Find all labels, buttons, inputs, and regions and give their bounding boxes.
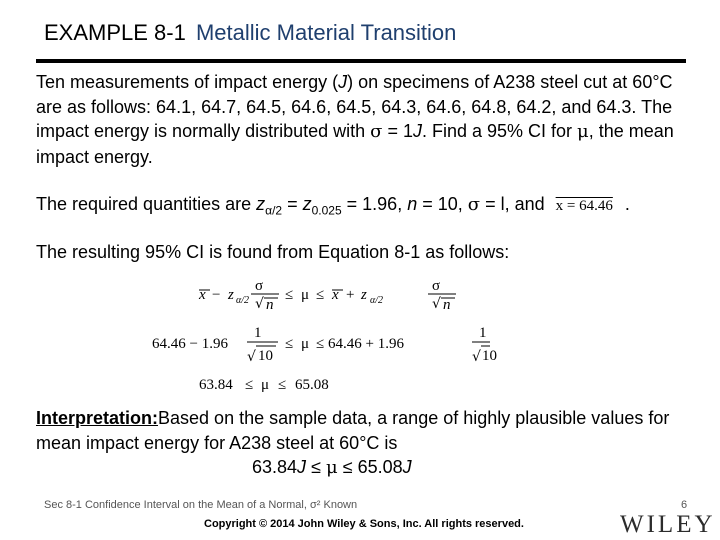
wiley-logo: WILEY xyxy=(620,511,716,538)
sqrt-sign: √ xyxy=(255,296,264,312)
svg-text:n: n xyxy=(443,297,451,313)
svg-text:μ: μ xyxy=(301,336,310,352)
svg-text:≤: ≤ xyxy=(278,377,287,393)
footer-copyright: Copyright © 2014 John Wiley & Sons, Inc. All rights reserved. xyxy=(204,518,524,530)
example-subtitle: Metallic Material Transition xyxy=(195,20,457,45)
slide-title xyxy=(44,20,456,46)
required-quantities: The required quantities are $z_{\alpha/2} = z_{0.025} = 1.96$, n = 10, σ = l, and x = 64.46 . xyxy=(36,194,630,218)
ci-result: 63.84J ≤ μ ≤ 65.08J xyxy=(252,457,412,478)
ci-equations xyxy=(150,278,497,394)
svg-text:√: √ xyxy=(247,349,256,365)
svg-text:1: 1 xyxy=(479,325,487,341)
svg-text:10: 10 xyxy=(258,348,273,364)
svg-text:64.46 − 1.96: 64.46 − 1.96 xyxy=(152,336,228,352)
svg-text:σ: σ xyxy=(255,278,264,294)
resulting-ci-intro: The resulting 95% CI is found from Equation 8-1 as follows: xyxy=(36,242,510,262)
problem-statement: Ten measurements of impact energy (J) on specimens of A238 steel cut at 60°C are as follows: 64.1, 64.7, 64.5, 64.6, 64.5, 64.3, 64.6, 64.8, 64.2, and 64.3. The impact energy is normally distributed with σ = 1J. Find a 95% CI for μ, the mean impact energy. xyxy=(36,72,674,167)
svg-text:10: 10 xyxy=(482,348,497,364)
svg-text:z: z xyxy=(361,287,367,303)
title-divider xyxy=(36,59,686,63)
svg-text:≤: ≤ xyxy=(245,377,254,393)
svg-text:z: z xyxy=(228,287,234,303)
svg-text:μ: μ xyxy=(301,287,310,303)
svg-text:√: √ xyxy=(472,349,481,365)
sample-mean: x = 64.46 xyxy=(555,198,613,214)
svg-text:−: − xyxy=(212,287,221,303)
svg-text:α/2: α/2 xyxy=(370,295,384,306)
interpretation: Interpretation:Based on the sample data, a range of highly plausible values for mean impact energy for A238 steel at 60°C is 63.84J ≤ μ ≤ 65.08J xyxy=(36,406,696,481)
example-label: EXAMPLE 8-1 xyxy=(44,20,186,45)
svg-text:μ: μ xyxy=(261,377,270,393)
svg-text:63.84: 63.84 xyxy=(199,377,233,393)
svg-text:≤ 64.46 + 1.96: ≤ 64.46 + 1.96 xyxy=(316,336,404,352)
interpretation-label: Interpretation: xyxy=(36,408,159,428)
svg-text:x: x xyxy=(332,287,339,303)
footer-section: Sec 8-1 Confidence Interval on the Mean of a Normal, σ² Known xyxy=(44,499,358,511)
svg-text:65.08: 65.08 xyxy=(295,377,329,393)
svg-text:1: 1 xyxy=(254,325,262,341)
svg-text:√: √ xyxy=(432,296,441,312)
svg-text:n: n xyxy=(266,297,274,313)
svg-text:α/2: α/2 xyxy=(236,295,250,306)
svg-text:σ: σ xyxy=(432,278,441,294)
svg-text:≤: ≤ xyxy=(285,336,294,352)
svg-text:≤: ≤ xyxy=(285,287,294,303)
svg-text:+: + xyxy=(346,287,355,303)
svg-text:≤: ≤ xyxy=(316,287,325,303)
page-number: 6 xyxy=(681,499,688,511)
xbar: x xyxy=(199,287,206,303)
